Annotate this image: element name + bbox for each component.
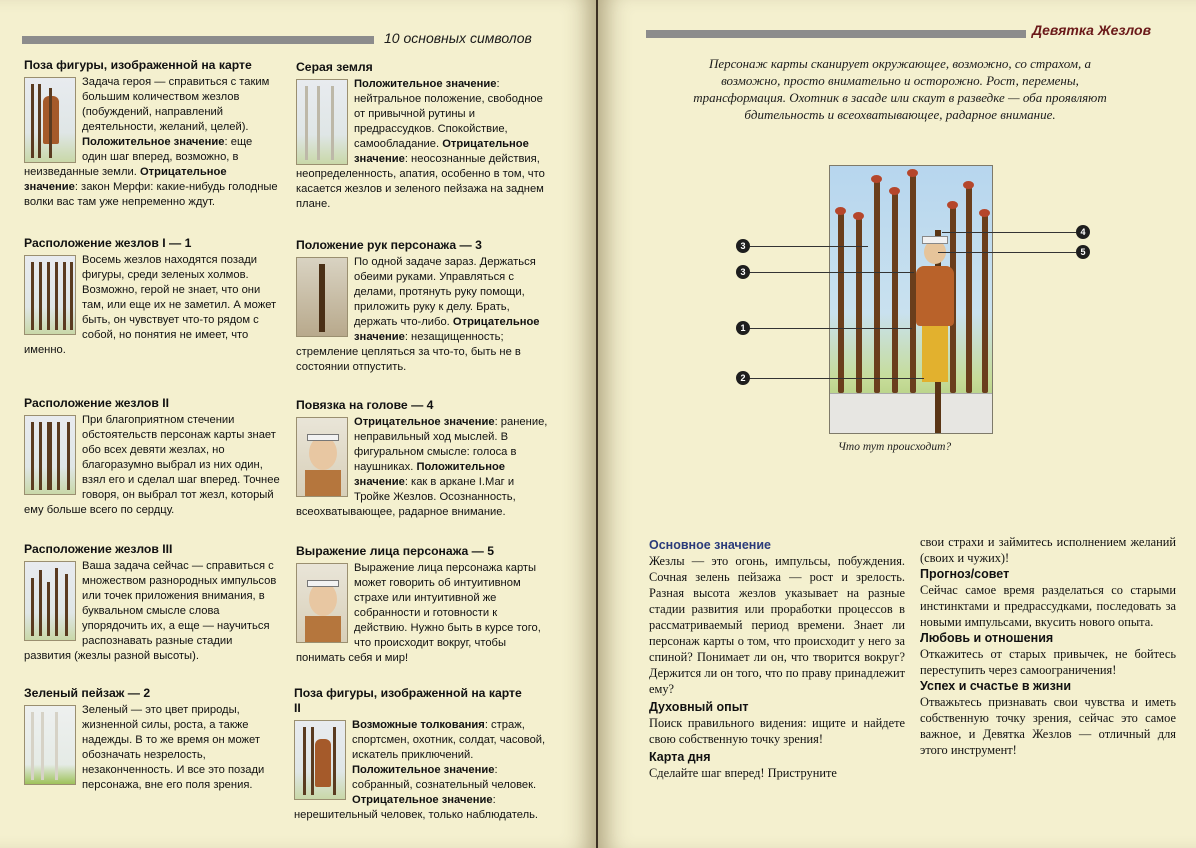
card-thumbnail [296,257,348,337]
card-thumbnail [24,415,76,495]
forecast-title: Прогноз/совет [920,567,1010,581]
love-title: Любовь и отношения [920,631,1054,645]
section-hands: Положение рук персонажа — 3 По одной задаче зараз. Держаться обеими руками. Управляться с делами, протянуть руку помощи, приложить руку к делу. Брать, держать что-либо. Отрицательное значение: незащищенность; стремление цепляться за что-то, быть не в состоянии отпустить. [296,238,552,375]
section-title: Расположение жезлов I — 1 [24,236,192,250]
spiritual-title: Духовный опыт [649,700,749,714]
card-thumbnail [294,720,346,800]
card-caption: Что тут происходит? [838,441,952,453]
section-title: Повязка на голове — 4 [296,398,434,412]
section-title: Расположение жезлов III [24,542,173,556]
card-of-day-text: Сделайте шаг вперед! Приструните [649,766,837,780]
card-of-day-continued: свои страхи и займитесь исполнением желаний (своих и чужих)! [920,535,1176,565]
nine-of-wands-card [829,165,993,434]
section-title: Серая земля [296,60,373,74]
callout-line [744,272,914,273]
callout-marker: 4 [1076,225,1090,239]
callout-line [744,246,868,247]
callout-marker: 3 [736,265,750,279]
card-thumbnail [296,563,348,643]
header-bar [646,30,1026,38]
section-title: Выражение лица персонажа — 5 [296,544,494,558]
card-of-day-title: Карта дня [649,750,711,764]
card-figure [912,230,958,355]
grey-ground [830,393,992,433]
section-title: Расположение жезлов II [24,396,169,410]
section-title: Положение рук персонажа — 3 [296,238,482,252]
callout-marker: 5 [1076,245,1090,259]
callout-marker: 2 [736,371,750,385]
section-title: Зеленый пейзаж — 2 [24,686,151,700]
card-intro: Персонаж карты сканирует окружающее, возможно, со страхом, а возможно, просто внимательно и осторожно. Рост, перемены, трансформация. Охотник в засаде или скаут в разведке — оба проявляют бдительность и всеохватывающее, радарное внимание. [693,56,1107,122]
callout-line [744,328,912,329]
callout-marker: 1 [736,321,750,335]
section-face: Выражение лица персонажа — 5 Выражение лица персонажа карты может говорить об интуитивном страхе или интуитивной же собранности и готовности к действию. Нужно быть в курсе того, что происходит вокруг, чтобы понимать себя и мир! [296,544,552,666]
right-column-2 [920,534,1176,758]
card-thumbnail [296,417,348,497]
love-text: Откажитесь от старых привычек, не бойтесь переступить через самоограничения! [920,647,1176,677]
callout-marker: 3 [736,239,750,253]
success-text: Отважьтесь признавать свои чувства и иметь собственную точку зрения, сейчас это самое важное, и Девятка Жезлов — отличный для этого инструмент! [920,695,1176,757]
section-pose-2: Поза фигуры, изображенной на карте II Возможные толкования: страж, спортсмен, охотник, солдат, часовой, искатель приключений. Положительное значение: собранный, сознательный человек. Отрицательное значение: нерешительный человек, только наблюдатель. [294,686,546,821]
card-thumbnail [24,561,76,641]
card-thumbnail [24,705,76,785]
spiritual-text: Поиск правильного видения: ищите и найдете свою собственную точку зрения! [649,716,905,746]
left-page [0,0,596,848]
main-meaning-title: Основное значение [649,538,771,552]
section-green-landscape: Зеленый пейзаж — 2 Зеленый — это цвет природы, жизненной силы, роста, а также надежды. В то же время он может обозначать незрелость, незаконченность. И все это позади персонажа, вне его поля зрения. [24,686,280,793]
section-wands-2: Расположение жезлов II При благоприятном стечении обстоятельств персонаж карты знает обо всех девяти жезлах, но благоразумно выбрал из них один, взял его и сделал шаг вперед. Точнее говоря, он выбрал тот жезл, который ему больше всего по сердцу. [24,396,280,516]
section-headband: Повязка на голове — 4 Отрицательное значение: ранение, неправильный ход мыслей. В фигуральном смысле: голоса в наушниках. Положительное значение: как в аркане I.Маг и Тройке Жезлов. Осознанность, всеохватывающее, радарное внимание. [296,398,552,520]
left-header-title: 10 основных символов [384,30,532,46]
main-meaning-text: Жезлы — это огонь, импульсы, побуждения. Сочная зелень пейзажа — рост и зрелость. Разная высота жезлов указывает на разные стадии развития или проработки процессов в рассматриваемый период времени. Знает ли персонаж карты о том, что происходит у него за спиной? Понимает ли он, что творится вокруг? Держится ли он того, что по праву принадлежит ему? [649,554,905,696]
card-thumbnail [296,79,348,165]
card-thumbnail [24,255,76,335]
card-thumbnail [24,77,76,163]
right-header-title: Девятка Жезлов [1032,22,1152,38]
section-wands-1: Расположение жезлов I — 1 Восемь жезлов находятся позади фигуры, среди зеленых холмов. Возможно, герой не знает, что они там, или еще их не заметил. А может быть, он чувствует что-то рядом с собой, но понятия не имеет, что именно. [24,236,280,358]
right-column-1 [649,537,905,781]
forecast-text: Сейчас самое время разделаться со старыми инстинктами и предрассудками, последовать за новыми импульсами, вкусить нового опыта. [920,583,1176,629]
section-grey-ground: Серая земля Положительное значение: нейтральное положение, свободное от привычной рутины и предрассудков. Спокойствие, самообладание. Отрицательное значение: неосознанные действия, неопределенность, апатия, особенно в том, что касается жезлов и зеленого пейзажа на заднем плане. [296,60,552,212]
section-wands-3: Расположение жезлов III Ваша задача сейчас — справиться с множеством разнородных импульсов или точек приложения внимания, в буквальном смысле слова упорядочить их, а еще — научиться распознавать разные стадии развития (жезлы разной высоты). [24,542,280,664]
section-pose: Поза фигуры, изображенной на карте Задача героя — справиться с таким большим количеством жезлов (побуждений, направлений деятельности, желаний, целей). Положительное значение: еще один шаг вперед, возможно, в неизведанные земли. Отрицательное значение: закон Мерфи: какие-нибудь голодные волки вас там уже непременно ждут. [24,58,280,210]
section-title: Поза фигуры, изображенной на карте II [294,686,522,715]
section-title: Поза фигуры, изображенной на карте [24,58,252,72]
callout-line [938,252,1076,253]
success-title: Успех и счастье в жизни [920,679,1072,693]
header-bar [22,36,374,44]
callout-line [942,232,1076,233]
callout-line [744,378,924,379]
